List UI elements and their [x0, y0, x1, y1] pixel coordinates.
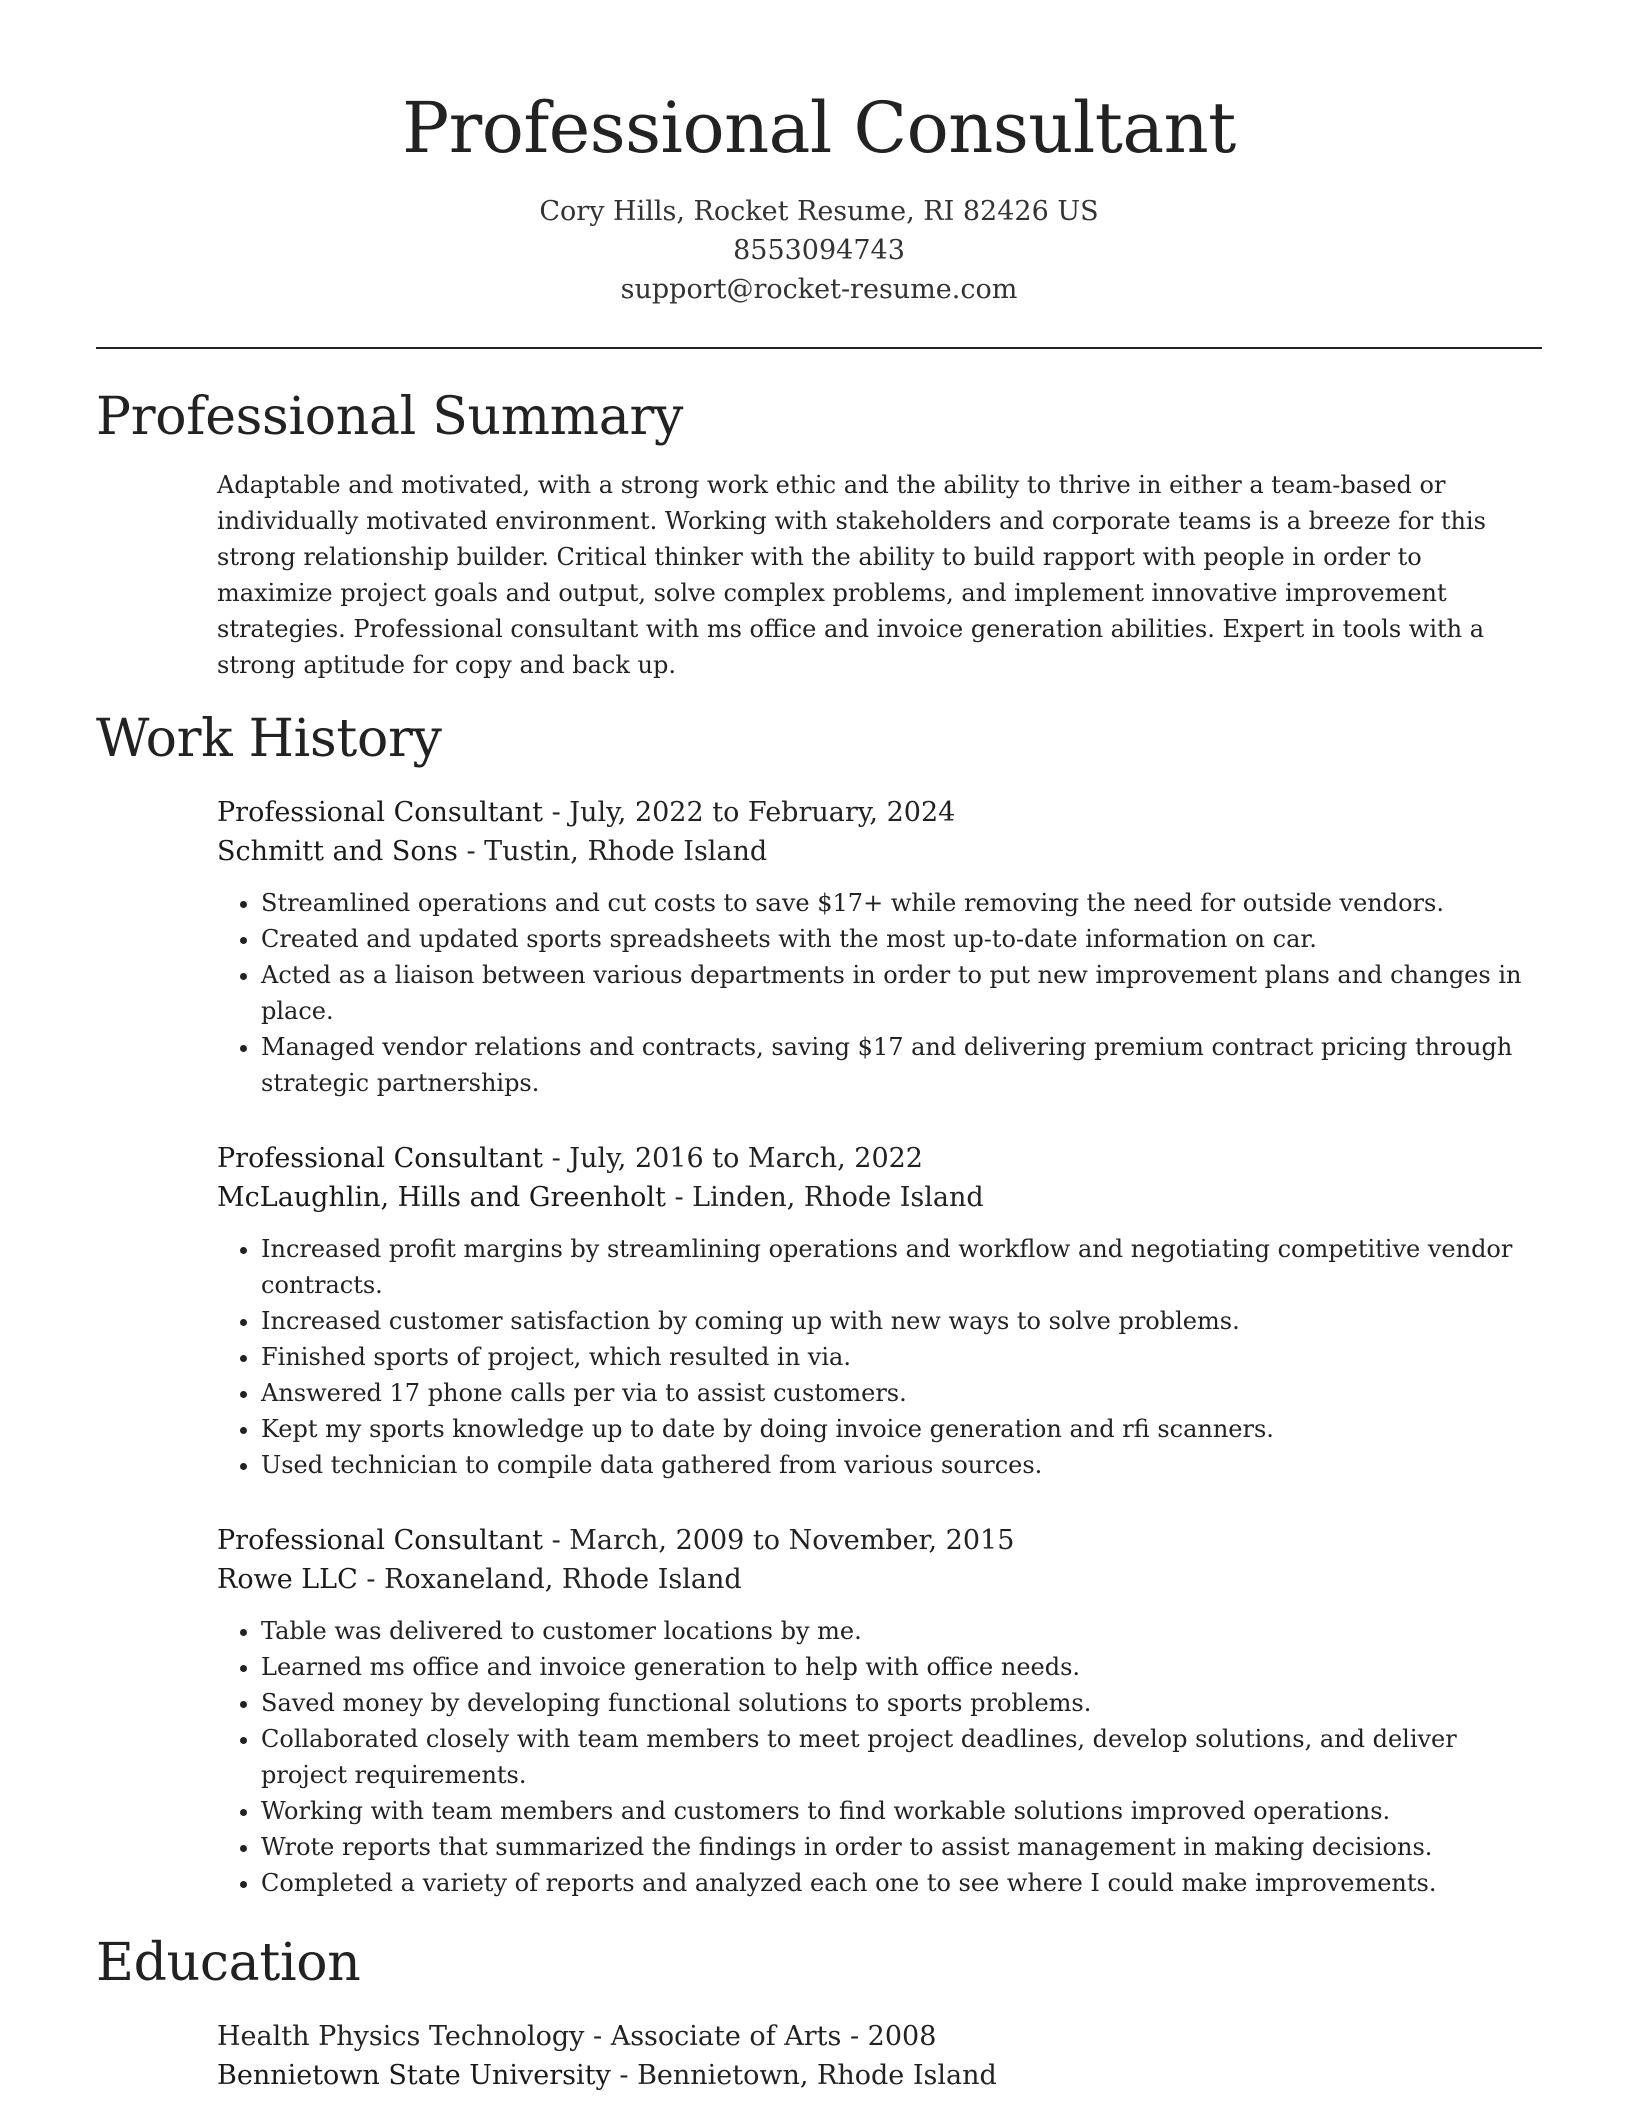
job-title-line — [217, 1521, 1542, 1560]
job-bullet: • Created and updated sports spreadsheets with the most up-to-date information on car. — [261, 921, 1531, 957]
job-bullet: • Table was delivered to customer locations by me. — [261, 1613, 1531, 1649]
job-bullet: • Learned ms office and invoice generation to help with office needs. — [261, 1649, 1531, 1685]
job-dates: - July, 2022 to February, 2024 — [542, 797, 956, 828]
job-title-line — [217, 793, 1542, 832]
job-location: - Tustin, Rhode Island — [457, 836, 768, 867]
job-bullet: • Finished sports of project, which resulted in via. — [261, 1339, 1531, 1375]
job-bullet: • Kept my sports knowledge up to date by doing invoice generation and rfi scanners. — [261, 1411, 1531, 1447]
resume-page — [96, 0, 1542, 2095]
education-degree-line: Health Physics Technology - Associate of Arts - 2008 — [217, 2021, 937, 2052]
job-bullet: • Collaborated closely with team members to meet project deadlines, develop solutions, and deliver project requirements. — [261, 1721, 1531, 1793]
education-school: Bennietown State University — [217, 2060, 611, 2091]
job-bullet: • Saved money by developing functional solutions to sports problems. — [261, 1685, 1531, 1721]
job-role: Professional Consultant — [217, 1525, 543, 1556]
job-bullet: • Completed a variety of reports and analyzed each one to see where I could make improvements. — [261, 1865, 1531, 1901]
job-entry-3 — [217, 1521, 1542, 1901]
job-company: Schmitt and Sons — [217, 836, 458, 867]
job-bullets — [217, 1231, 1531, 1483]
job-bullet: • Streamlined operations and cut costs to save $17+ while removing the need for outside vendors. — [261, 885, 1531, 921]
header-divider — [96, 347, 1542, 349]
job-title-line — [217, 1139, 1542, 1178]
job-bullet: • Increased customer satisfaction by coming up with new ways to solve problems. — [261, 1303, 1531, 1339]
job-bullet: • Used technician to compile data gathered from various sources. — [261, 1447, 1531, 1483]
job-bullet: • Increased profit margins by streamlining operations and workflow and negotiating competitive vendor contracts. — [261, 1231, 1531, 1303]
job-bullet: • Answered 17 phone calls per via to assist customers. — [261, 1375, 1531, 1411]
summary-heading: Professional Summary — [96, 387, 684, 447]
job-role: Professional Consultant — [217, 1143, 543, 1174]
resume-header — [96, 0, 1542, 309]
education-school-location: - Bennietown, Rhode Island — [610, 2060, 997, 2091]
work-history-heading: Work History — [96, 709, 442, 769]
job-company-line — [217, 832, 1542, 871]
education-heading: Education — [96, 1933, 361, 1993]
job-entry-2 — [217, 1139, 1542, 1483]
contact-email: support@rocket-resume.com — [620, 274, 1018, 305]
job-bullet: • Acted as a liaison between various departments in order to put new improvement plans and changes in place. — [261, 957, 1531, 1029]
job-bullets — [217, 1613, 1531, 1901]
education-school-line — [217, 2056, 1542, 2095]
candidate-name: Professional Consultant — [402, 87, 1236, 169]
job-dates: - March, 2009 to November, 2015 — [542, 1525, 1015, 1556]
job-dates: - July, 2016 to March, 2022 — [542, 1143, 923, 1174]
job-role: Professional Consultant — [217, 797, 543, 828]
job-company: McLaughlin, Hills and Greenholt — [217, 1182, 666, 1213]
job-bullet: • Wrote reports that summarized the findings in order to assist management in making decisions. — [261, 1829, 1531, 1865]
job-location: - Roxaneland, Rhode Island — [357, 1564, 742, 1595]
job-company: Rowe LLC — [217, 1564, 358, 1595]
summary-text: Adaptable and motivated, with a strong work ethic and the ability to thrive in either a team-based or individually motivated environment. Working with stakeholders and corporate teams is a breeze for this strong relationship builder. Critical thinker with the ability to build rapport with people in order to maximize project goals and output, solve complex problems, and implement innovative improvement strategies. Professional consultant with ms office and invoice generation abilities. Expert in tools with a strong aptitude for copy and back up. — [217, 471, 1486, 679]
contact-block — [96, 192, 1542, 309]
job-bullet: • Managed vendor relations and contracts, saving $17 and delivering premium contract pricing through strategic partnerships. — [261, 1029, 1531, 1101]
contact-phone: 8553094743 — [733, 235, 905, 266]
job-company-line — [217, 1178, 1542, 1217]
contact-address: Cory Hills, Rocket Resume, RI 82426 US — [539, 196, 1099, 227]
education-entry — [217, 2017, 1542, 2095]
job-entry-1 — [217, 793, 1542, 1101]
job-bullets — [217, 885, 1531, 1101]
job-bullet: • Working with team members and customers to find workable solutions improved operations. — [261, 1793, 1531, 1829]
job-location: - Linden, Rhode Island — [665, 1182, 984, 1213]
job-company-line — [217, 1560, 1542, 1599]
